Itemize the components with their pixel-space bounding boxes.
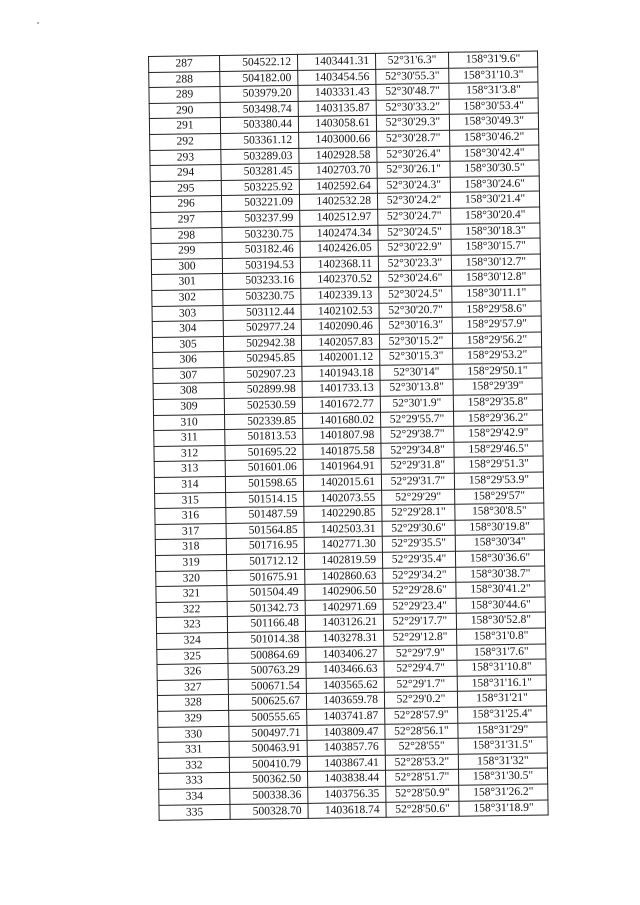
x-coordinate-cell: 501695.22 — [225, 444, 303, 461]
point-number-cell: 290 — [149, 102, 220, 119]
point-number-cell: 311 — [154, 430, 225, 447]
y-coordinate-cell: 1402592.64 — [299, 178, 377, 195]
y-coordinate-cell: 1403565.62 — [306, 677, 384, 694]
y-coordinate-cell: 1401807.98 — [303, 428, 381, 445]
y-coordinate-cell: 1401964.91 — [303, 459, 381, 476]
latitude-cell: 52°30'24.5" — [378, 224, 451, 241]
x-coordinate-cell: 503237.99 — [222, 210, 300, 227]
x-coordinate-cell: 503380.44 — [220, 117, 298, 134]
point-number-cell: 334 — [159, 788, 230, 805]
longitude-cell: 158°31'32" — [458, 753, 547, 770]
latitude-cell: 52°29'35.5" — [382, 536, 455, 553]
y-coordinate-cell: 1403135.87 — [298, 100, 376, 117]
y-coordinate-cell: 1402073.55 — [304, 490, 382, 507]
point-number-cell: 315 — [155, 492, 226, 509]
x-coordinate-cell: 500625.67 — [228, 694, 306, 711]
x-coordinate-cell: 503221.09 — [221, 195, 299, 212]
point-number-cell: 298 — [151, 227, 222, 244]
latitude-cell: 52°30'29.3" — [376, 115, 449, 132]
x-coordinate-cell: 503112.44 — [223, 304, 301, 321]
point-number-cell: 320 — [156, 570, 227, 587]
longitude-cell: 158°30'11.1" — [452, 285, 541, 302]
point-number-cell: 324 — [157, 632, 228, 649]
longitude-cell: 158°30'19.8" — [455, 519, 544, 536]
latitude-cell: 52°30'55.3" — [376, 68, 449, 85]
longitude-cell: 158°30'52.8" — [456, 612, 545, 629]
point-number-cell: 310 — [154, 414, 225, 431]
longitude-cell: 158°29'50.1" — [453, 363, 542, 380]
latitude-cell: 52°29'28.6" — [383, 582, 456, 599]
y-coordinate-cell: 1403126.21 — [305, 615, 383, 632]
y-coordinate-cell: 1402090.46 — [301, 318, 379, 335]
point-number-cell: 330 — [158, 726, 229, 743]
longitude-cell: 158°31'29" — [458, 722, 547, 739]
y-coordinate-cell: 1403058.61 — [298, 116, 376, 133]
x-coordinate-cell: 500763.29 — [228, 663, 306, 680]
y-coordinate-cell: 1402532.28 — [299, 194, 377, 211]
latitude-cell: 52°29'31.8" — [381, 458, 454, 475]
point-number-cell: 299 — [151, 243, 222, 260]
longitude-cell: 158°31'10.3" — [449, 67, 538, 84]
point-number-cell: 321 — [156, 586, 227, 603]
y-coordinate-cell: 1401680.02 — [303, 412, 381, 429]
coordinates-table-wrapper — [148, 51, 549, 821]
x-coordinate-cell: 501601.06 — [225, 460, 303, 477]
y-coordinate-cell: 1401875.58 — [303, 443, 381, 460]
longitude-cell: 158°29'36.2" — [453, 410, 542, 427]
x-coordinate-cell: 502530.59 — [224, 397, 302, 414]
x-coordinate-cell: 501675.91 — [227, 569, 305, 586]
latitude-cell: 52°28'56.1" — [385, 723, 458, 740]
y-coordinate-cell: 1402906.50 — [305, 583, 383, 600]
x-coordinate-cell: 501014.38 — [228, 631, 306, 648]
latitude-cell: 52°29'29" — [382, 489, 455, 506]
x-coordinate-cell: 501598.65 — [225, 475, 303, 492]
y-coordinate-cell: 1403618.74 — [308, 802, 386, 819]
x-coordinate-cell: 500864.69 — [228, 647, 306, 664]
latitude-cell: 52°29'12.8" — [384, 629, 457, 646]
latitude-cell: 52°30'14" — [380, 364, 453, 381]
latitude-cell: 52°30'24.6" — [379, 271, 452, 288]
latitude-cell: 52°30'20.7" — [379, 302, 452, 319]
latitude-cell: 52°28'50.9" — [386, 785, 459, 802]
longitude-cell: 158°30'34" — [455, 534, 544, 551]
coordinates-table — [148, 51, 549, 821]
longitude-cell: 158°31'3.8" — [449, 82, 538, 99]
latitude-cell: 52°30'26.1" — [377, 161, 450, 178]
point-number-cell: 331 — [158, 742, 229, 759]
y-coordinate-cell: 1403278.31 — [306, 630, 384, 647]
latitude-cell: 52°30'1.9" — [380, 395, 453, 412]
latitude-cell: 52°30'24.5" — [379, 286, 452, 303]
longitude-cell: 158°29'42.9" — [454, 425, 543, 442]
point-number-cell: 329 — [158, 710, 229, 727]
longitude-cell: 158°29'53.2" — [453, 347, 542, 364]
x-coordinate-cell: 503230.75 — [222, 226, 300, 243]
latitude-cell: 52°28'55" — [385, 738, 458, 755]
y-coordinate-cell: 1402512.97 — [300, 209, 378, 226]
longitude-cell: 158°31'25.4" — [458, 706, 547, 723]
x-coordinate-cell: 503194.53 — [222, 257, 300, 274]
latitude-cell: 52°29'7.9" — [384, 645, 457, 662]
longitude-cell: 158°30'21.4" — [450, 191, 539, 208]
longitude-cell: 158°30'18.3" — [451, 223, 540, 240]
point-number-cell: 314 — [154, 476, 225, 493]
x-coordinate-cell: 503225.92 — [221, 179, 299, 196]
point-number-cell: 293 — [150, 149, 221, 166]
y-coordinate-cell: 1402971.69 — [305, 599, 383, 616]
longitude-cell: 158°31'30.5" — [458, 768, 547, 785]
y-coordinate-cell: 1402703.70 — [299, 162, 377, 179]
y-coordinate-cell: 1403659.78 — [306, 693, 384, 710]
coordinates-table-body — [149, 51, 549, 820]
latitude-cell: 52°29'23.4" — [383, 598, 456, 615]
x-coordinate-cell: 501813.53 — [225, 429, 303, 446]
y-coordinate-cell: 1403466.63 — [306, 661, 384, 678]
point-number-cell: 289 — [149, 87, 220, 104]
point-number-cell: 292 — [150, 133, 221, 150]
point-number-cell: 305 — [152, 336, 223, 353]
longitude-cell: 158°30'46.2" — [450, 129, 539, 146]
point-number-cell: 327 — [157, 679, 228, 696]
longitude-cell: 158°31'18.9" — [459, 799, 548, 816]
y-coordinate-cell: 1403441.31 — [297, 53, 375, 70]
longitude-cell: 158°30'15.7" — [451, 238, 540, 255]
point-number-cell: 325 — [157, 648, 228, 665]
longitude-cell: 158°31'26.2" — [459, 784, 548, 801]
latitude-cell: 52°29'38.7" — [381, 427, 454, 444]
point-number-cell: 322 — [156, 601, 227, 618]
latitude-cell: 52°30'15.2" — [379, 333, 452, 350]
point-number-cell: 300 — [151, 258, 222, 275]
x-coordinate-cell: 501504.49 — [227, 585, 305, 602]
x-coordinate-cell: 500497.71 — [229, 725, 307, 742]
point-number-cell: 309 — [153, 399, 224, 416]
x-coordinate-cell: 503361.12 — [221, 132, 299, 149]
point-number-cell: 294 — [150, 165, 221, 182]
latitude-cell: 52°28'51.7" — [386, 770, 459, 787]
longitude-cell: 158°31'21" — [457, 690, 546, 707]
point-number-cell: 296 — [150, 196, 221, 213]
y-coordinate-cell: 1402001.12 — [302, 350, 380, 367]
point-number-cell: 297 — [151, 211, 222, 228]
x-coordinate-cell: 500338.36 — [230, 787, 308, 804]
latitude-cell: 52°28'50.6" — [386, 801, 459, 818]
point-number-cell: 288 — [149, 71, 220, 88]
latitude-cell: 52°30'24.7" — [378, 208, 451, 225]
x-coordinate-cell: 502899.98 — [224, 382, 302, 399]
scan-speck — [37, 22, 39, 24]
x-coordinate-cell: 500555.65 — [229, 709, 307, 726]
longitude-cell: 158°31'7.6" — [457, 644, 546, 661]
x-coordinate-cell: 500362.50 — [230, 772, 308, 789]
latitude-cell: 52°29'4.7" — [384, 660, 457, 677]
y-coordinate-cell: 1402928.58 — [299, 147, 377, 164]
latitude-cell: 52°30'23.3" — [378, 255, 451, 272]
y-coordinate-cell: 1401672.77 — [302, 396, 380, 413]
longitude-cell: 158°30'44.6" — [456, 597, 545, 614]
longitude-cell: 158°31'16.1" — [457, 675, 546, 692]
latitude-cell: 52°30'16.3" — [379, 317, 452, 334]
x-coordinate-cell: 503230.75 — [223, 288, 301, 305]
y-coordinate-cell: 1402426.05 — [300, 240, 378, 257]
point-number-cell: 312 — [154, 445, 225, 462]
x-coordinate-cell: 502907.23 — [224, 366, 302, 383]
latitude-cell: 52°30'24.2" — [377, 193, 450, 210]
y-coordinate-cell: 1402503.31 — [304, 521, 382, 538]
longitude-cell: 158°30'42.4" — [450, 145, 539, 162]
longitude-cell: 158°29'57" — [455, 488, 544, 505]
point-number-cell: 313 — [154, 461, 225, 478]
point-number-cell: 323 — [156, 617, 227, 634]
x-coordinate-cell: 501514.15 — [226, 491, 304, 508]
y-coordinate-cell: 1402290.85 — [304, 505, 382, 522]
x-coordinate-cell: 503979.20 — [220, 86, 298, 103]
point-number-cell: 303 — [152, 305, 223, 322]
latitude-cell: 52°28'57.9" — [385, 707, 458, 724]
longitude-cell: 158°30'53.4" — [449, 98, 538, 115]
y-coordinate-cell: 1403406.27 — [306, 646, 384, 663]
x-coordinate-cell: 500410.79 — [229, 756, 307, 773]
x-coordinate-cell: 503182.46 — [222, 242, 300, 259]
y-coordinate-cell: 1403331.43 — [298, 85, 376, 102]
latitude-cell: 52°30'13.8" — [380, 380, 453, 397]
longitude-cell: 158°29'53.9" — [454, 472, 543, 489]
latitude-cell: 52°29'0.2" — [384, 692, 457, 709]
y-coordinate-cell: 1402102.53 — [301, 303, 379, 320]
latitude-cell: 52°30'26.4" — [377, 146, 450, 163]
x-coordinate-cell: 504182.00 — [220, 70, 298, 87]
point-number-cell: 332 — [158, 757, 229, 774]
y-coordinate-cell: 1403756.35 — [308, 786, 386, 803]
latitude-cell: 52°28'53.2" — [385, 754, 458, 771]
latitude-cell: 52°29'34.2" — [383, 567, 456, 584]
y-coordinate-cell: 1402015.61 — [303, 474, 381, 491]
y-coordinate-cell: 1402370.52 — [301, 272, 379, 289]
latitude-cell: 52°29'35.4" — [382, 551, 455, 568]
x-coordinate-cell: 501487.59 — [226, 507, 304, 524]
x-coordinate-cell: 501564.85 — [226, 522, 304, 539]
x-coordinate-cell: 503233.16 — [223, 273, 301, 290]
point-number-cell: 333 — [159, 773, 230, 790]
latitude-cell: 52°30'33.2" — [376, 99, 449, 116]
longitude-cell: 158°31'9.6" — [448, 51, 537, 68]
x-coordinate-cell: 501712.12 — [226, 553, 304, 570]
point-number-cell: 302 — [152, 289, 223, 306]
x-coordinate-cell: 500463.91 — [229, 740, 307, 757]
point-number-cell: 319 — [155, 554, 226, 571]
y-coordinate-cell: 1402368.11 — [300, 256, 378, 273]
latitude-cell: 52°30'15.3" — [380, 349, 453, 366]
y-coordinate-cell: 1403838.44 — [308, 771, 386, 788]
longitude-cell: 158°31'31.5" — [458, 737, 547, 754]
longitude-cell: 158°29'39" — [453, 378, 542, 395]
point-number-cell: 326 — [157, 664, 228, 681]
x-coordinate-cell: 502942.38 — [223, 335, 301, 352]
x-coordinate-cell: 501716.95 — [226, 538, 304, 555]
y-coordinate-cell: 1403809.47 — [307, 724, 385, 741]
latitude-cell: 52°30'48.7" — [376, 83, 449, 100]
y-coordinate-cell: 1402339.13 — [301, 287, 379, 304]
point-number-cell: 295 — [150, 180, 221, 197]
point-number-cell: 317 — [155, 523, 226, 540]
y-coordinate-cell: 1402057.83 — [301, 334, 379, 351]
y-coordinate-cell: 1401943.18 — [302, 365, 380, 382]
y-coordinate-cell: 1402771.30 — [304, 537, 382, 554]
point-number-cell: 335 — [159, 804, 230, 821]
longitude-cell: 158°30'30.5" — [450, 160, 539, 177]
point-number-cell: 307 — [153, 367, 224, 384]
point-number-cell: 328 — [157, 695, 228, 712]
y-coordinate-cell: 1403741.87 — [307, 708, 385, 725]
latitude-cell: 52°29'28.1" — [382, 504, 455, 521]
longitude-cell: 158°29'57.9" — [452, 316, 541, 333]
longitude-cell: 158°30'41.2" — [456, 581, 545, 598]
x-coordinate-cell: 503498.74 — [220, 101, 298, 118]
latitude-cell: 52°30'22.9" — [378, 239, 451, 256]
longitude-cell: 158°29'51.3" — [454, 456, 543, 473]
latitude-cell: 52°29'1.7" — [384, 676, 457, 693]
longitude-cell: 158°30'36.6" — [455, 550, 544, 567]
x-coordinate-cell: 502945.85 — [224, 351, 302, 368]
longitude-cell: 158°30'12.7" — [451, 254, 540, 271]
longitude-cell: 158°30'38.7" — [456, 566, 545, 583]
longitude-cell: 158°30'20.4" — [451, 207, 540, 224]
x-coordinate-cell: 502339.85 — [225, 413, 303, 430]
y-coordinate-cell: 1402860.63 — [305, 568, 383, 585]
latitude-cell: 52°30'28.7" — [377, 130, 450, 147]
longitude-cell: 158°30'8.5" — [455, 503, 544, 520]
y-coordinate-cell: 1401733.13 — [302, 381, 380, 398]
point-number-cell: 287 — [149, 56, 220, 73]
longitude-cell: 158°29'58.6" — [452, 301, 541, 318]
point-number-cell: 318 — [155, 539, 226, 556]
longitude-cell: 158°30'12.8" — [452, 269, 541, 286]
y-coordinate-cell: 1403857.76 — [307, 739, 385, 756]
latitude-cell: 52°29'55.7" — [380, 411, 453, 428]
longitude-cell: 158°29'35.8" — [453, 394, 542, 411]
x-coordinate-cell: 504522.12 — [220, 54, 298, 71]
x-coordinate-cell: 501166.48 — [227, 616, 305, 633]
point-number-cell: 304 — [152, 321, 223, 338]
x-coordinate-cell: 503289.03 — [221, 148, 299, 165]
y-coordinate-cell: 1403867.41 — [307, 755, 385, 772]
latitude-cell: 52°29'17.7" — [383, 614, 456, 631]
longitude-cell: 158°29'46.5" — [454, 441, 543, 458]
y-coordinate-cell: 1403454.56 — [298, 69, 376, 86]
point-number-cell: 316 — [155, 508, 226, 525]
x-coordinate-cell: 500328.70 — [230, 803, 308, 820]
latitude-cell: 52°29'34.8" — [381, 442, 454, 459]
point-number-cell: 308 — [153, 383, 224, 400]
point-number-cell: 301 — [152, 274, 223, 291]
longitude-cell: 158°29'56.2" — [452, 332, 541, 349]
longitude-cell: 158°30'24.6" — [450, 176, 539, 193]
x-coordinate-cell: 503281.45 — [221, 164, 299, 181]
longitude-cell: 158°31'10.8" — [457, 659, 546, 676]
y-coordinate-cell: 1402474.34 — [300, 225, 378, 242]
x-coordinate-cell: 500671.54 — [228, 678, 306, 695]
latitude-cell: 52°29'30.6" — [382, 520, 455, 537]
latitude-cell: 52°31'6.3" — [375, 52, 448, 69]
latitude-cell: 52°30'24.3" — [377, 177, 450, 194]
x-coordinate-cell: 501342.73 — [227, 600, 305, 617]
longitude-cell: 158°30'49.3" — [449, 113, 538, 130]
longitude-cell: 158°31'0.8" — [457, 628, 546, 645]
point-number-cell: 306 — [153, 352, 224, 369]
point-number-cell: 291 — [149, 118, 220, 135]
latitude-cell: 52°29'31.7" — [381, 473, 454, 490]
y-coordinate-cell: 1402819.59 — [304, 552, 382, 569]
y-coordinate-cell: 1403000.66 — [299, 131, 377, 148]
x-coordinate-cell: 502977.24 — [223, 319, 301, 336]
